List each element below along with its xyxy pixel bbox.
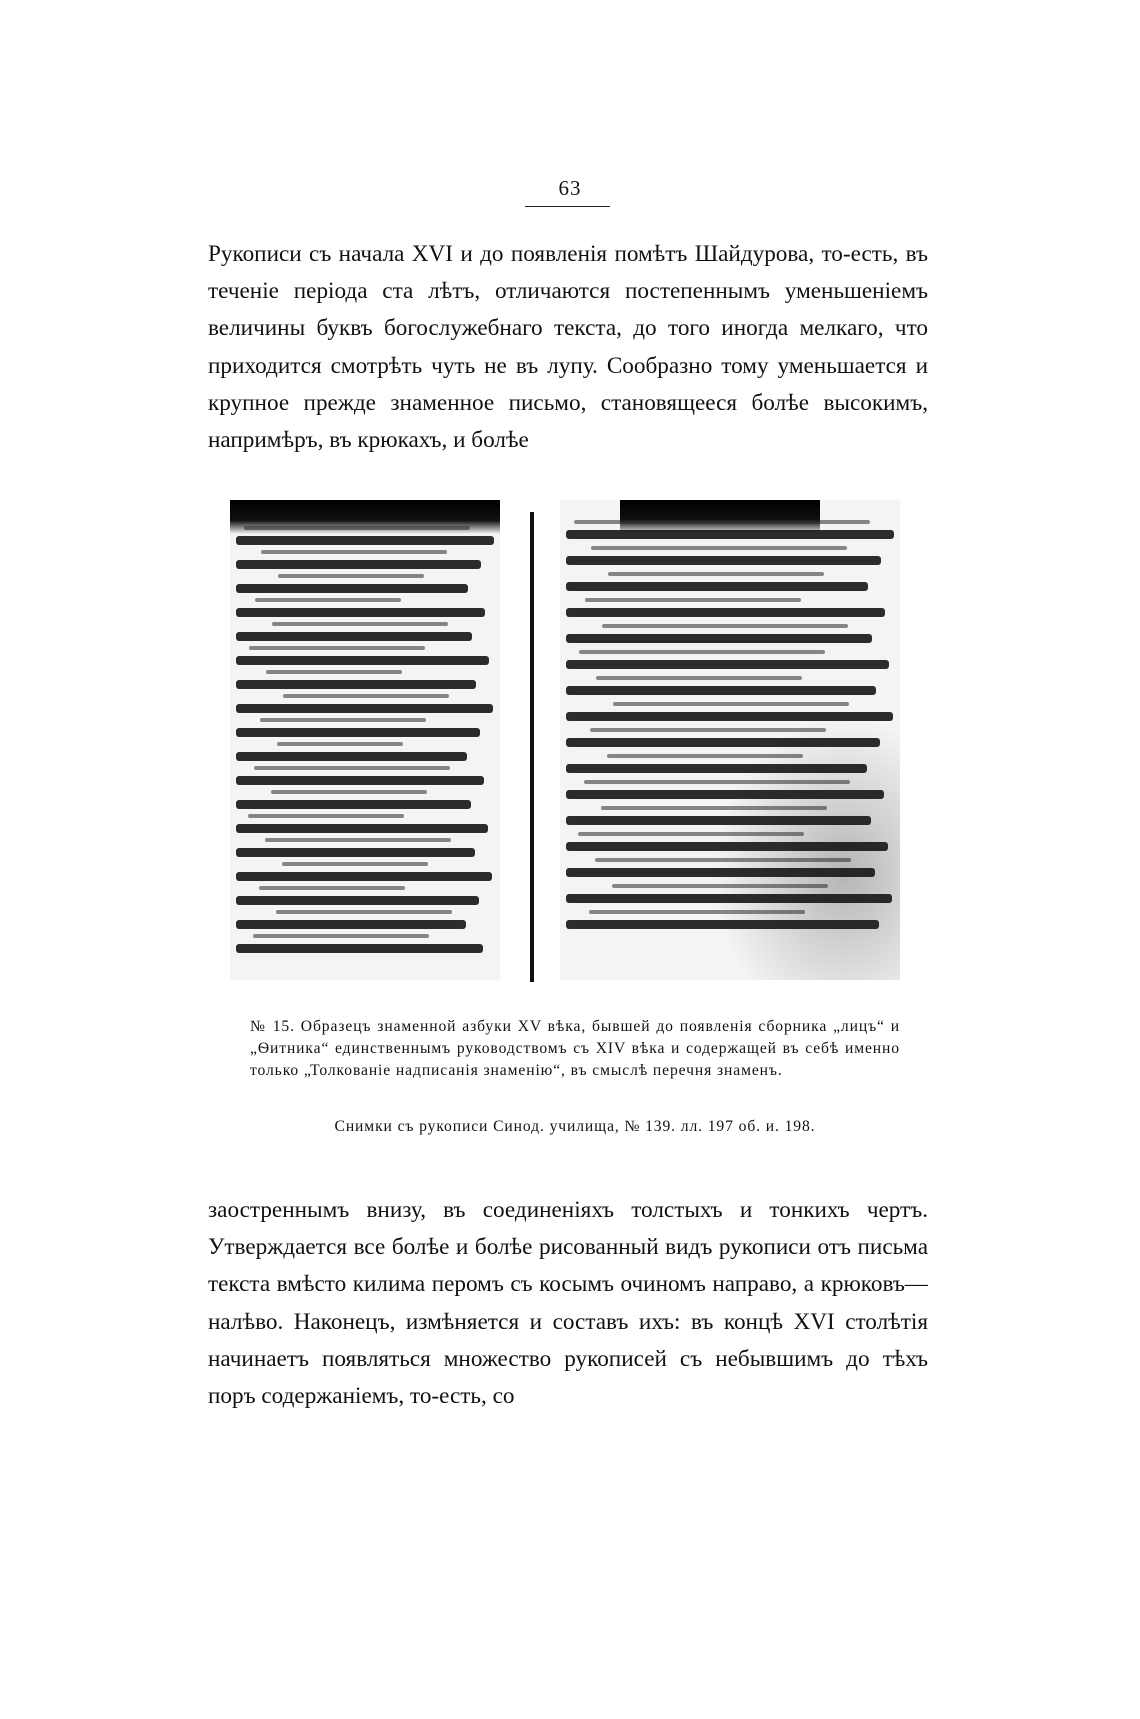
manuscript-text-line [236, 608, 485, 617]
manuscript-text-line [236, 824, 488, 833]
manuscript-text-line [236, 752, 467, 761]
manuscript-text-line [236, 800, 471, 809]
neume-stroke [589, 910, 805, 914]
neume-stroke [260, 718, 426, 722]
manuscript-text-line [566, 686, 876, 695]
neume-stroke [602, 624, 848, 628]
manuscript-text-line [566, 842, 888, 851]
body-paragraph-2: заостреннымъ внизу, въ соединеніяхъ толстыхъ и тонкихъ чертъ. Утверждается все болѣе и болѣе рисованный видъ рукописи отъ письма текста вмѣсто килима перомъ съ косымъ очиномъ направо, а крюковъ—налѣво. Наконецъ, измѣняется и составъ ихъ: въ концѣ XVI столѣтія начинаетъ появляться множество рукописей съ небывшимъ до тѣхъ поръ содержаніемъ, то-есть, со [208, 1197, 928, 1410]
manuscript-text-line [566, 894, 892, 903]
neume-stroke [596, 676, 802, 680]
neume-stroke [266, 670, 402, 674]
neume-stroke [278, 574, 424, 578]
manuscript-text-line [566, 816, 871, 825]
manuscript-text-line [236, 704, 493, 713]
neume-stroke [585, 598, 801, 602]
neume-stroke [272, 622, 448, 626]
figure-source: Снимки съ рукописи Синод. училища, № 139. лл. 197 об. и. 198. [334, 1118, 816, 1135]
manuscript-text-line [236, 656, 489, 665]
neume-stroke [253, 934, 429, 938]
neume-stroke [601, 806, 827, 810]
neume-stroke [595, 858, 851, 862]
neume-stroke [248, 814, 404, 818]
manuscript-text-line [566, 790, 884, 799]
manuscript-text-line [566, 634, 872, 643]
neume-stroke [254, 766, 450, 770]
manuscript-text-line [566, 582, 868, 591]
manuscript-figure [230, 500, 900, 980]
neume-stroke [608, 572, 824, 576]
manuscript-text-line [236, 848, 475, 857]
manuscript-image-right [560, 500, 900, 980]
manuscript-text-line [236, 728, 480, 737]
neume-stroke [283, 694, 449, 698]
manuscript-text-line [566, 660, 889, 669]
manuscript-text-line [566, 738, 880, 747]
manuscript-text-line [236, 944, 483, 953]
body-paragraph-1: Рукописи съ начала XVI и до появленія помѣтъ Шайдурова, то-есть, въ теченіе періода ста лѣтъ, отличаются постепеннымъ уменьшеніемъ величины буквъ богослужебнаго текста, до того иногда мелкаго, что приходится смотрѣть чуть не въ лупу. Сообразно тому уменьшается и крупное прежде знаменное письмо, становящееся болѣе высокимъ, напримѣръ, въ крюкахъ, и болѣе [208, 241, 928, 454]
manuscript-text-line [236, 632, 472, 641]
manuscript-image-left [230, 500, 500, 980]
manuscript-text-line [566, 608, 885, 617]
neume-stroke [261, 550, 447, 554]
neume-stroke [249, 646, 425, 650]
neume-stroke [590, 728, 826, 732]
neume-stroke [612, 884, 828, 888]
manuscript-text-line [236, 584, 468, 593]
neume-stroke [584, 780, 850, 784]
manuscript-text-line [236, 560, 481, 569]
manuscript-text-line [236, 896, 479, 905]
neume-stroke [282, 862, 428, 866]
neume-stroke [591, 546, 847, 550]
neume-stroke [574, 520, 870, 524]
manuscript-text-line [566, 920, 879, 929]
manuscript-dark-edge [620, 500, 820, 534]
neume-stroke [276, 910, 452, 914]
page-number-rule [525, 206, 610, 207]
neume-stroke [244, 526, 470, 530]
manuscript-text-line [566, 556, 881, 565]
manuscript-text-line [236, 776, 484, 785]
neume-stroke [607, 754, 803, 758]
manuscript-text-line [566, 868, 875, 877]
neume-stroke [265, 838, 451, 842]
neume-stroke [613, 702, 849, 706]
neume-stroke [259, 886, 405, 890]
manuscript-text-line [566, 530, 894, 539]
manuscript-text-line [236, 920, 466, 929]
neume-stroke [277, 742, 403, 746]
page-number: 63 [558, 176, 582, 200]
figure-divider [530, 512, 534, 982]
figure-caption: № 15. Образецъ знаменной азбуки XV вѣка, бывшей до появленія сборника „лицъ“ и „Ѳитника“ единственнымъ руководствомъ съ XIV вѣка и содержащей въ себѣ именно только „Толкованіе надписанія знаменію“, въ смыслѣ перечня знаменъ. [250, 1018, 900, 1079]
neume-stroke [579, 650, 825, 654]
manuscript-text-line [236, 536, 494, 545]
neume-stroke [255, 598, 401, 602]
neume-stroke [271, 790, 427, 794]
manuscript-text-line [236, 680, 476, 689]
manuscript-text-line [236, 872, 492, 881]
manuscript-text-line [566, 764, 867, 773]
neume-stroke [578, 832, 804, 836]
manuscript-text-line [566, 712, 893, 721]
